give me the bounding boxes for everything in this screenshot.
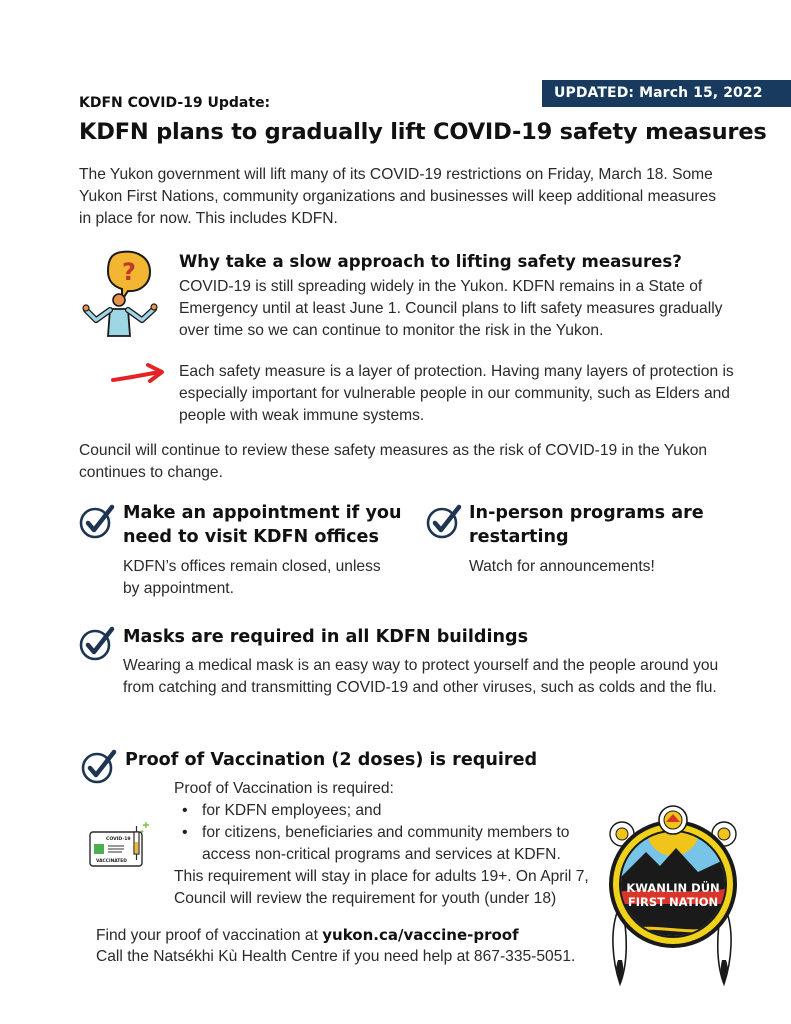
vaccine-card-icon bbox=[88, 818, 158, 868]
checkmark-circle-icon bbox=[79, 626, 113, 660]
find-proof-line bbox=[96, 924, 576, 947]
updated-date-banner: UPDATED: March 15, 2022 bbox=[542, 80, 791, 107]
checkmark-circle-icon bbox=[79, 504, 113, 538]
list-item: • for KDFN employees; and bbox=[174, 800, 574, 822]
review-paragraph: Council will continue to review these safety measures as the risk of COVID-19 in the Yukon continues to change. bbox=[79, 442, 708, 481]
page-title: KDFN plans to gradually lift COVID-19 safety measures bbox=[79, 119, 767, 145]
logo-line-1: KWANLIN DÜN bbox=[626, 881, 720, 895]
call-health-centre: Call the Natsékhi Kù Health Centre if you need help at 867-335-5051. bbox=[96, 948, 576, 965]
checkmark-circle-icon bbox=[81, 749, 115, 783]
layers-paragraph: Each safety measure is a layer of protection. Having many layers of protection is especially important for vulnerable people in our community, such as Elders and people with weak immune systems. bbox=[179, 363, 734, 424]
list-item: • for citizens, beneficiaries and community members to access non-critical programs and services at KDFN. bbox=[174, 822, 574, 866]
vaccination-requirement: This requirement will stay in place for adults 19+. On April 7, Council will review the requirement for youth (under 18) bbox=[174, 868, 589, 907]
programs-heading: In-person programs are restarting bbox=[469, 503, 704, 547]
vaccine-proof-link[interactable]: yukon.ca/vaccine-proof bbox=[322, 926, 519, 944]
masks-heading: Masks are required in all KDFN buildings bbox=[123, 627, 529, 647]
vaccination-intro: Proof of Vaccination is required: bbox=[174, 780, 394, 797]
question-person-icon bbox=[82, 246, 162, 338]
programs-paragraph: Watch for announcements! bbox=[469, 558, 655, 575]
why-paragraph: COVID-19 is still spreading widely in the Yukon. KDFN remains in a State of Emergency until at least June 1. Council plans to lift safety measures gradually over time so we can continue to monitor the risk in the Yukon. bbox=[179, 278, 723, 339]
svg-text:?: ? bbox=[122, 258, 136, 286]
vaccination-heading: Proof of Vaccination (2 doses) is required bbox=[125, 750, 538, 770]
appointment-heading: Make an appointment if you need to visit KDFN offices bbox=[123, 503, 402, 547]
vaccine-card-stamp: VACCINATED bbox=[96, 859, 127, 864]
checkmark-circle-icon bbox=[426, 504, 460, 538]
intro-paragraph: The Yukon government will lift many of its COVID-19 restrictions on Friday, March 18. Some Yukon First Nations, community organizations and businesses will keep additional measures in place for now. This includes KDFN. bbox=[79, 166, 717, 227]
kdfn-logo bbox=[598, 800, 748, 990]
vaccine-card-title: COVID-19 bbox=[106, 837, 131, 842]
update-kicker: KDFN COVID-19 Update: bbox=[79, 95, 271, 111]
find-prefix: Find your proof of vaccination at bbox=[96, 927, 323, 944]
masks-paragraph: Wearing a medical mask is an easy way to protect yourself and the people around you from catching and transmitting COVID-19 and other viruses, such as colds and the flu. bbox=[123, 657, 719, 696]
red-arrow-icon bbox=[110, 363, 166, 387]
appointment-paragraph: KDFN’s offices remain closed, unless by appointment. bbox=[123, 558, 381, 597]
why-heading: Why take a slow approach to lifting safety measures? bbox=[179, 252, 682, 271]
logo-line-2: FIRST NATION bbox=[627, 895, 719, 909]
vaccination-list bbox=[174, 800, 574, 866]
